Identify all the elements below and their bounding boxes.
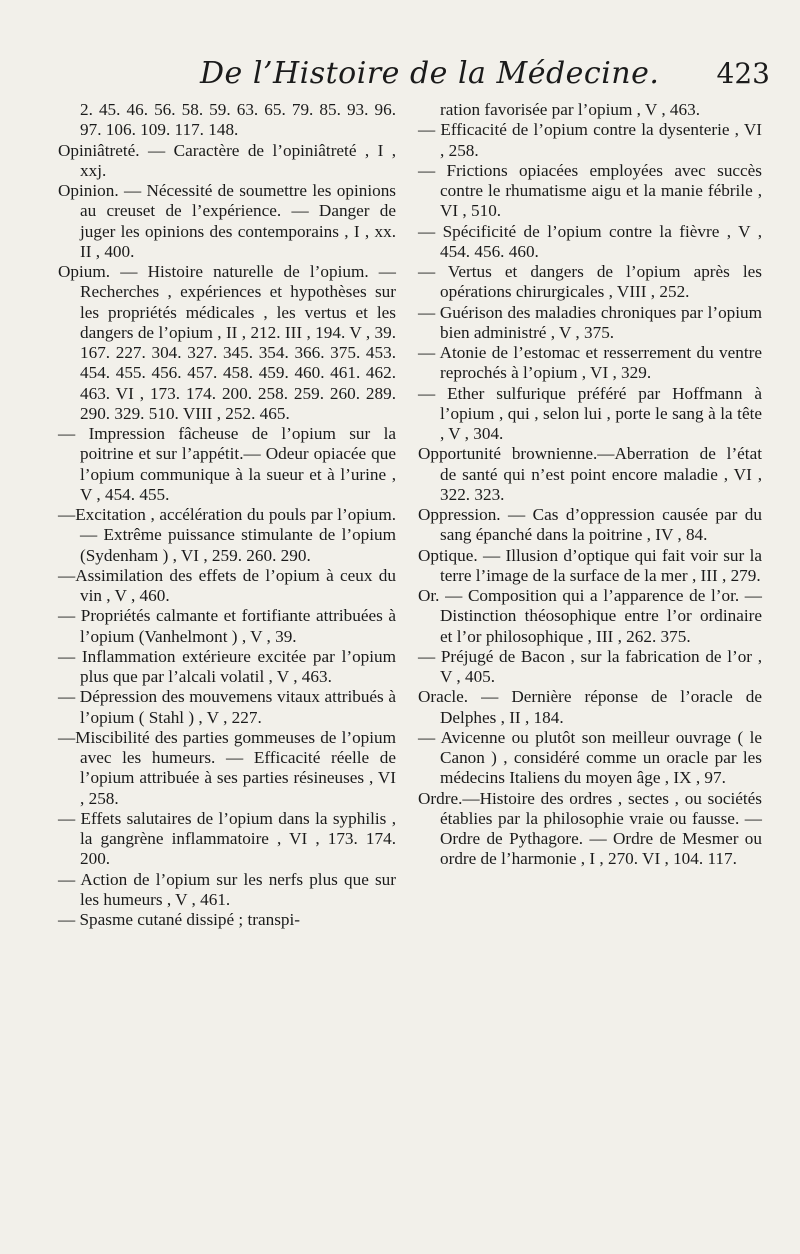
index-entry: ration favorisée par l’opium , V , 463. — [440, 100, 700, 119]
index-entry: Opium. — Histoire naturelle de l’opium. — Recherches , expériences et hypothèses sur les propriétés médicales , les vertus et les dangers de l’opium , II , 212. III , 194. V , 39. 167. 227. 304. 327. 345. 354. 366. 375. 453. 454. 455. 456. 457. 458. 459. 460. 461. 462. 463. VI , 173. 174. 200. 258. 259. 260. 289. 290. 329. 510. VIII , 252. 465. — [58, 262, 396, 423]
index-entry: — Ether sulfurique préféré par Hoffmann à l’opium , qui , selon lui , porte le sang à la tête , V , 304. — [418, 383, 762, 443]
index-entry: Opportunité brownienne.—Aberration de l’état de santé qui n’est point encore maladie , VI , 322. 323. — [418, 444, 762, 504]
index-entry: — Spasme cutané dissipé ; transpi- — [58, 910, 301, 929]
page-number: 423 — [716, 57, 770, 90]
index-entry: Oracle. — Dernière réponse de l’oracle de Delphes , II , 184. — [418, 687, 762, 727]
index-entry: 2. 45. 46. 56. 58. 59. 63. 65. 79. 85. 93. 96. 97. 106. 109. 117. 148. — [80, 100, 396, 140]
right-column — [418, 100, 762, 870]
index-entry: — Effets salutaires de l’opium dans la syphilis , la gangrène inflammatoire , VI , 173. 174. 200. — [58, 808, 396, 869]
index-entry: — Vertus et dangers de l’opium après les opérations chirurgicales , VIII , 252. — [418, 262, 762, 302]
index-entry: — Avicenne ou plutôt son meilleur ouvrage ( le Canon ) , considéré comme un oracle par les médecins Italiens du moyen âge , IX , 97. — [418, 727, 762, 788]
left-column — [58, 100, 396, 930]
index-entry: Or. — Composition qui a l’apparence de l’or. — Distinction théosophique entre l’or ordinaire et l’or philosophique , III , 262. 375. — [418, 586, 762, 646]
index-entry: — Inflammation extérieure excitée par l’opium plus que par l’alcali volatil , V , 463. — [58, 646, 396, 686]
index-entry: — Frictions opiacées employées avec succès contre le rhumatisme aigu et la manie fébrile , VI , 510. — [418, 160, 762, 221]
index-entry: — Impression fâcheuse de l’opium sur la poitrine et sur l’appétit.— Odeur opiacée que l’opium communique à la sueur et à l’urine , V , 454. 455. — [58, 424, 396, 504]
index-entry: —Excitation , accélération du pouls par l’opium. — Extrême puissance stimulante de l’opium (Sydenham ) , VI , 259. 260. 290. — [58, 505, 396, 565]
index-entry: —Miscibilité des parties gommeuses de l’opium avec les humeurs. — Efficacité réelle de l’opium attribuée à ses parties résineuses , VI , 258. — [58, 727, 396, 808]
index-entry: — Propriétés calmante et fortifiante attribuées à l’opium (Vanhelmont ) , V , 39. — [58, 606, 396, 646]
index-entry: Optique. — Illusion d’optique qui fait voir sur la terre l’image de la surface de la mer , III , 279. — [418, 545, 762, 585]
index-entry: — Préjugé de Bacon , sur la fabrication de l’or , V , 405. — [418, 646, 762, 686]
index-entry: Oppression. — Cas d’oppression causée par du sang épanché dans la poitrine , IV , 84. — [418, 505, 762, 545]
index-entry: — Dépression des mouvemens vitaux attribués à l’opium ( Stahl ) , V , 227. — [58, 687, 396, 727]
index-entry: —Assimilation des effets de l’opium à ceux du vin , V , 460. — [58, 565, 396, 605]
index-entry: Opiniâtreté. — Caractère de l’opiniâtreté , I , xxj. — [58, 140, 396, 180]
page-header — [200, 56, 770, 91]
index-entry: — Atonie de l’estomac et resserrement du ventre reprochés à l’opium , VI , 329. — [418, 343, 762, 383]
index-entry: — Spécificité de l’opium contre la fièvre , V , 454. 456. 460. — [418, 221, 762, 261]
index-entry: Ordre.—Histoire des ordres , sectes , ou sociétés établies par la philosophie vraie ou fausse. — Ordre de Pythagore. — Ordre de Mesmer ou ordre de l’harmonie , I , 270. VI , 104. 117. — [418, 788, 762, 869]
index-entry: — Efficacité de l’opium contre la dysenterie , VI , 258. — [418, 120, 762, 160]
running-title: De l’Histoire de la Médecine. — [200, 56, 660, 91]
index-entry: — Guérison des maladies chroniques par l’opium bien administré , V , 375. — [418, 302, 762, 342]
index-entry: Opinion. — Nécessité de soumettre les opinions au creuset de l’expérience. — Danger de juger les opinions des contemporains , I , xx. II , 400. — [58, 181, 396, 261]
index-entry: — Action de l’opium sur les nerfs plus que sur les humeurs , V , 461. — [58, 869, 396, 909]
